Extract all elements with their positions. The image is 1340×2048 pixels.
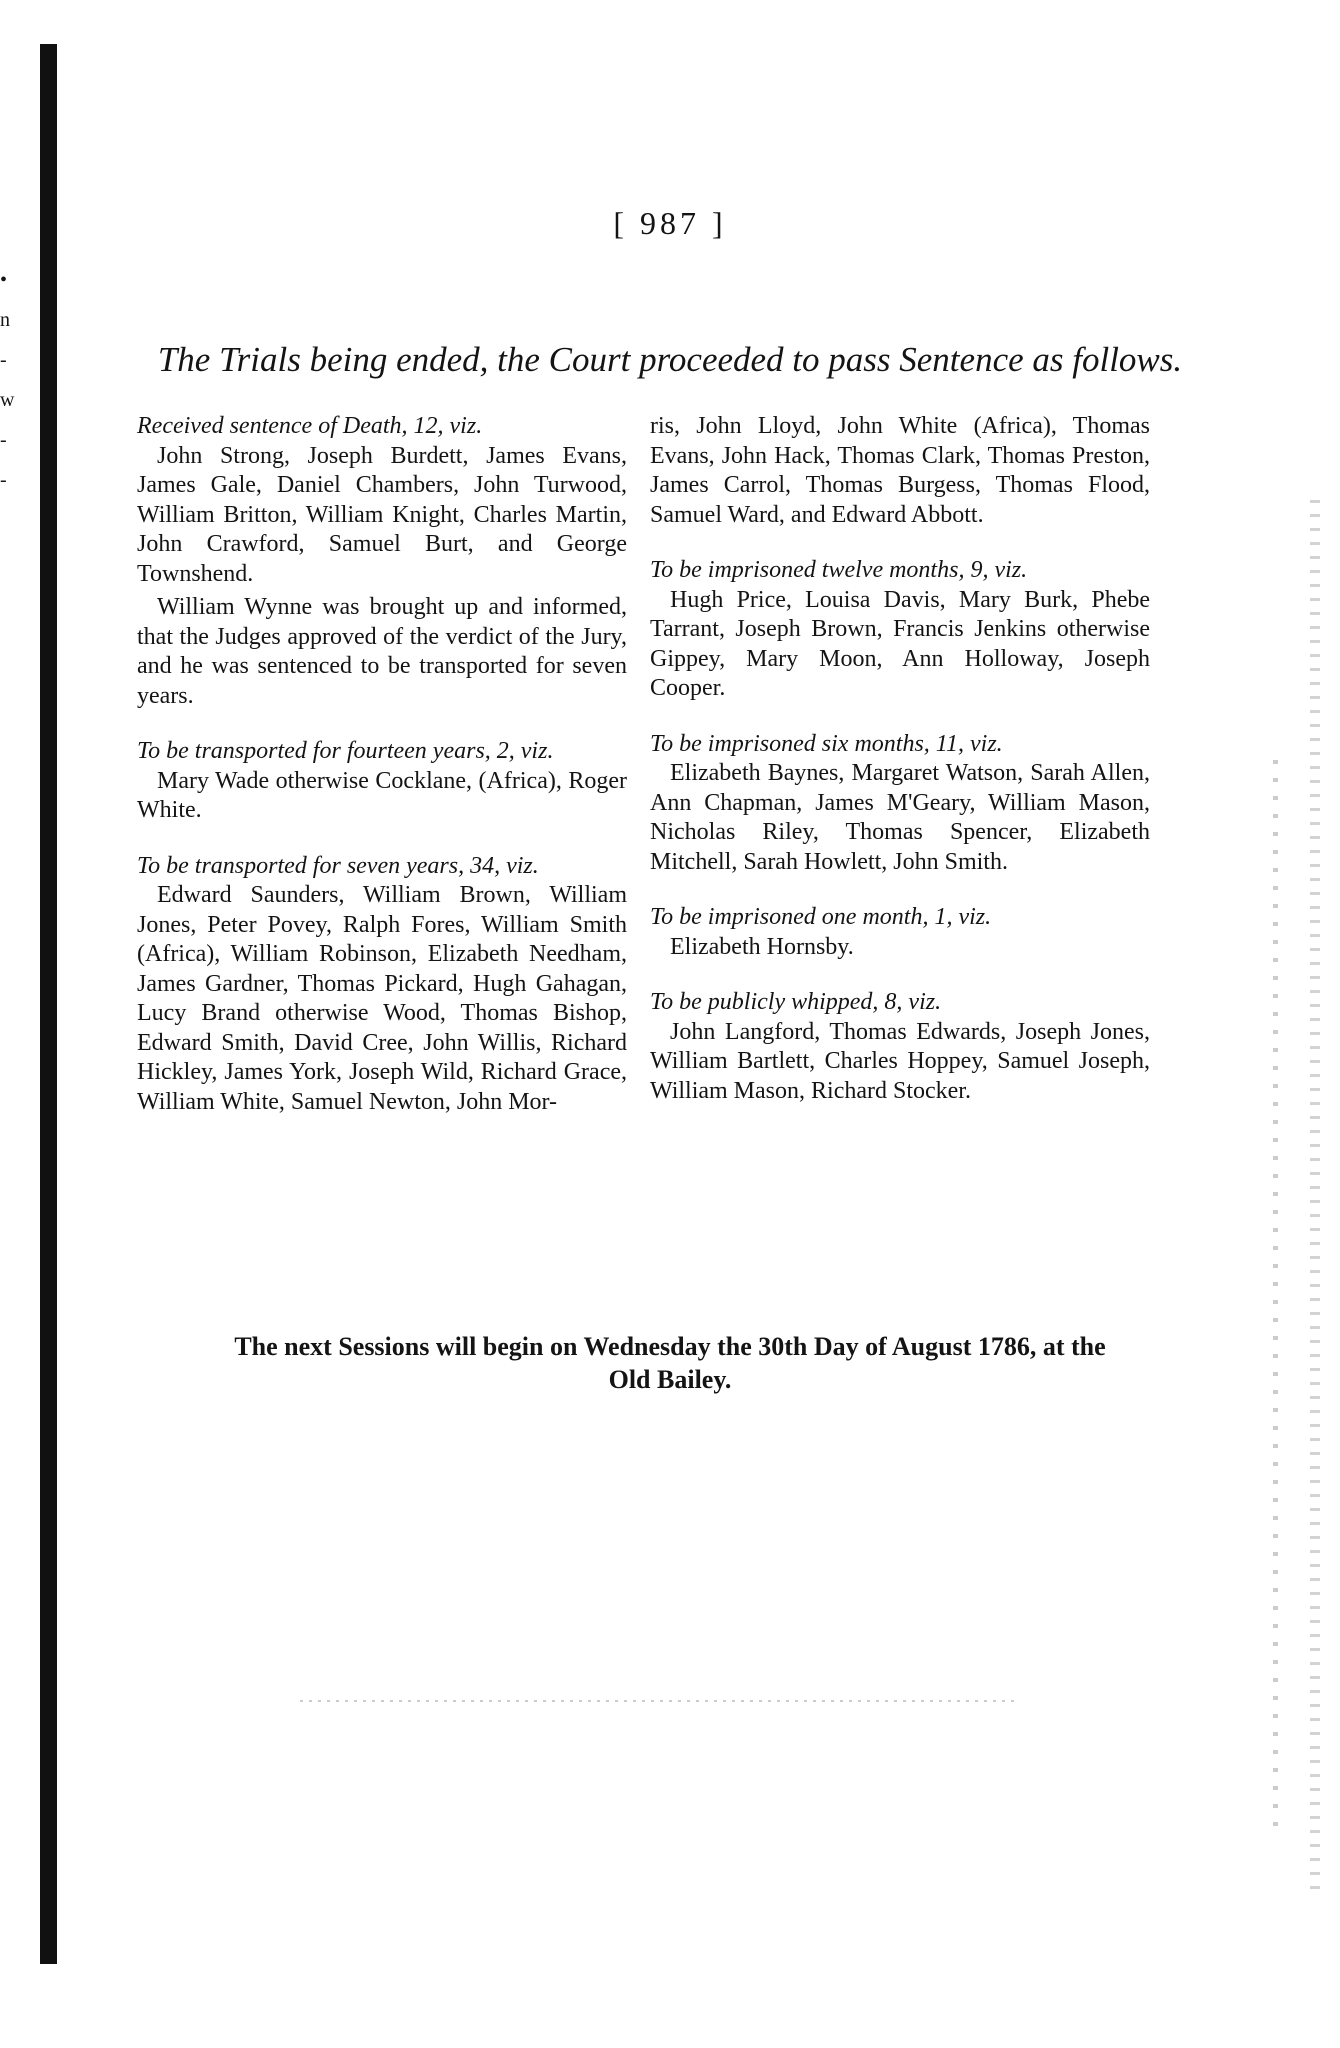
section-text: Hugh Price, Louisa Davis, Mary Burk, Phebe Tarrant, Joseph Brown, Francis Jenkins otherwise Gippey, Mary Moon, Ann Holloway, Joseph Cooper.	[650, 586, 1150, 701]
sentence-section-one-month	[650, 903, 1150, 962]
page-heading: The Trials being ended, the Court proceeded to pass Sentence as follows.	[157, 340, 1183, 379]
left-column	[137, 412, 627, 1143]
notice-line: Old Bailey.	[608, 1365, 732, 1394]
section-heading: Received sentence of Death, 12, viz.	[137, 413, 483, 439]
sentence-section-six-months	[650, 730, 1150, 878]
section-text: Mary Wade otherwise Cocklane, (Africa), Roger White.	[137, 767, 627, 823]
sentence-section-wynne	[137, 593, 627, 711]
section-text: Elizabeth Baynes, Margaret Watson, Sarah Allen, Ann Chapman, James M'Geary, William Mason, Nicholas Riley, Thomas Spencer, Elizabeth Mitchell, Sarah Howlett, John Smith.	[650, 760, 1150, 875]
sentence-section-death	[137, 412, 627, 589]
next-sessions-notice	[0, 1330, 1340, 1396]
scan-bleed-artifact	[300, 1700, 1020, 1702]
sentence-section-whipped	[650, 988, 1150, 1106]
sentence-section-seven-years	[137, 852, 627, 1118]
right-column	[650, 412, 1150, 1132]
section-text: William Wynne was brought up and informed, that the Judges approved of the verdict of the Jury, and he was sentenced to be transported for seven years.	[137, 594, 627, 709]
notice-line: The next Sessions will begin on Wednesday the 30th Day of August 1786, at the	[234, 1332, 1106, 1361]
scan-edge-artifact	[1273, 760, 1278, 1840]
sentence-section-fourteen-years	[137, 737, 627, 826]
margin-mark: w	[0, 389, 15, 411]
margin-mark: •	[0, 269, 8, 291]
section-text: John Strong, Joseph Burdett, James Evans, James Gale, Daniel Chambers, John Turwood, William Britton, William Knight, Charles Martin, John Crawford, Samuel Burt, and George Townshend.	[137, 442, 627, 587]
page-number: [ 987 ]	[613, 205, 727, 241]
margin-mark: n	[0, 309, 10, 331]
section-heading: To be imprisoned one month, 1, viz.	[650, 904, 992, 930]
scan-edge-artifact	[1310, 500, 1320, 1900]
sentence-section-twelve-months	[650, 556, 1150, 704]
margin-mark: -	[0, 349, 7, 371]
section-heading: To be imprisoned twelve months, 9, viz.	[650, 557, 1028, 583]
section-heading: To be transported for seven years, 34, viz.	[137, 852, 539, 879]
margin-mark: -	[0, 469, 7, 491]
section-text: John Langford, Thomas Edwards, Joseph Jones, William Bartlett, Charles Hoppey, Samuel Joseph, William Mason, Richard Stocker.	[650, 1018, 1150, 1104]
section-text: Edward Saunders, William Brown, William Jones, Peter Povey, Ralph Fores, William Smith (Africa), William Robinson, Elizabeth Needham, James Gardner, Thomas Pickard, Hugh Gahagan, Lucy Brand otherwise Wood, Thomas Bishop, Edward Smith, David Cree, John Willis, Richard Hickley, James York, Joseph Wild, Richard Grace, William White, Samuel Newton, John Mor-	[137, 882, 627, 1115]
section-heading: To be imprisoned six months, 11, viz.	[650, 730, 1003, 757]
sentence-section-seven-years-cont	[650, 412, 1150, 530]
section-heading: To be transported for fourteen years, 2, viz.	[137, 738, 554, 764]
margin-mark: -	[0, 429, 7, 451]
section-heading: To be publicly whipped, 8, viz.	[650, 989, 942, 1015]
section-text: Elizabeth Hornsby.	[670, 933, 854, 960]
margin-marks	[0, 270, 14, 510]
binding-shadow	[40, 44, 57, 1964]
section-text: ris, John Lloyd, John White (Africa), Thomas Evans, John Hack, Thomas Clark, Thomas Preston, James Carrol, Thomas Burgess, Thomas Flood, Samuel Ward, and Edward Abbott.	[650, 413, 1150, 528]
